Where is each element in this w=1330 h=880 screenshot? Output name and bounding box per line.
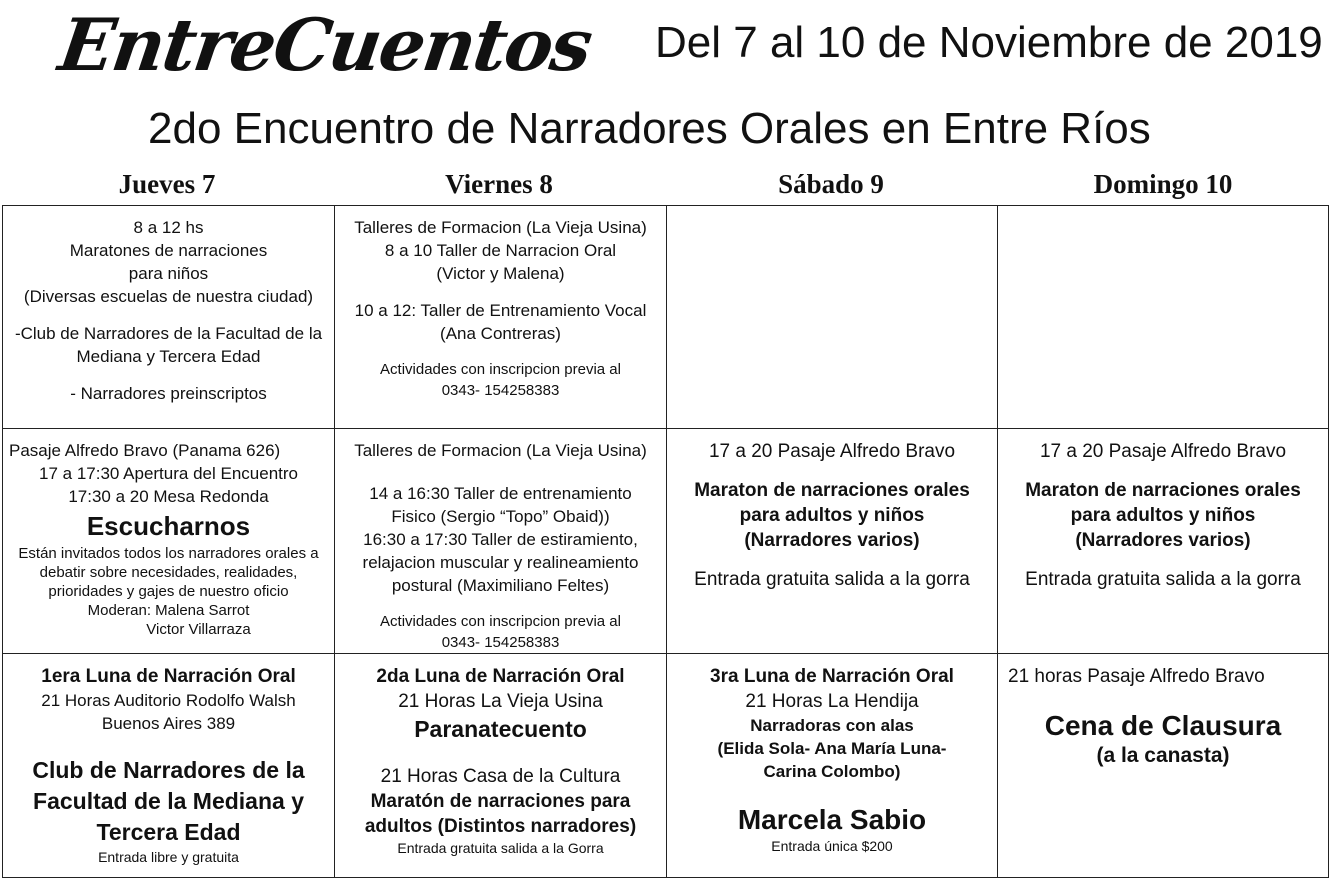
cell-line: 17:30 a 20 Mesa Redonda <box>68 487 269 506</box>
cell-line: 17 a 20 Pasaje Alfredo Bravo <box>1039 441 1287 462</box>
schedule-table <box>2 205 1329 878</box>
cell-line: 17 a 20 Pasaje Alfredo Bravo <box>708 441 956 462</box>
cell-line: (Elida Sola- Ana María Luna- <box>717 739 947 758</box>
cell-line: Paranatecuento <box>414 716 587 742</box>
cell-domingo-night <box>998 654 1329 878</box>
cell-line: postural (Maximiliano Feltes) <box>391 576 610 595</box>
cell-line: Victor Villarraza <box>146 621 251 638</box>
cell-line: Entrada única $200 <box>771 838 893 854</box>
event-dates: Del 7 al 10 de Noviembre de 2019 <box>655 18 1323 67</box>
cell-line: 17 a 17:30 Apertura del Encuentro <box>39 464 298 483</box>
day-header-domingo: Domingo 10 <box>1093 169 1233 199</box>
cell-jueves-night <box>3 654 335 878</box>
cell-viernes-afternoon <box>335 429 667 654</box>
cell-line: 1era Luna de Narración Oral <box>41 666 296 687</box>
day-header-jueves: Jueves 7 <box>118 169 216 199</box>
cell-line: 8 a 10 Taller de Narracion Oral <box>384 241 617 260</box>
cell-line: Maratón de narraciones para <box>370 791 631 812</box>
cell-line: (Diversas escuelas de nuestra ciudad) <box>23 287 314 306</box>
cell-line: (Narradores varios) <box>1075 530 1251 551</box>
cell-line: Buenos Aires 389 <box>101 714 236 733</box>
cell-line: Mediana y Tercera Edad <box>76 347 261 366</box>
day-header-sabado: Sábado 9 <box>778 169 884 199</box>
cell-sabado-afternoon <box>667 429 998 654</box>
cell-line: Pasaje Alfredo Bravo (Panama 626) <box>9 441 281 460</box>
cell-line: (Victor y Malena) <box>436 264 565 283</box>
table-row-afternoon <box>3 429 1329 654</box>
cell-line: Talleres de Formacion (La Vieja Usina) <box>354 441 647 460</box>
cell-line: prioridades y gajes de nuestro oficio <box>48 583 289 600</box>
cell-line: Cena de Clausura <box>1044 710 1282 741</box>
cell-jueves-morning <box>3 206 335 429</box>
cell-line: 2da Luna de Narración Oral <box>376 666 625 687</box>
cell-line: 3ra Luna de Narración Oral <box>710 666 954 687</box>
event-logo: EntreCuentos <box>54 2 596 87</box>
cell-line: Narradoras con alas <box>750 716 914 735</box>
cell-line: Entrada libre y gratuita <box>98 849 239 865</box>
round-table-title: Escucharnos <box>86 511 251 541</box>
cell-line: 14 a 16:30 Taller de entrenamiento <box>369 484 632 503</box>
cell-jueves-afternoon <box>3 429 335 654</box>
cell-line: 0343- 154258383 <box>441 382 560 399</box>
event-subtitle: 2do Encuentro de Narradores Orales en Entre Ríos <box>148 104 1151 153</box>
cell-sabado-night <box>667 654 998 878</box>
cell-line: (Narradores varios) <box>744 530 920 551</box>
table-row-night <box>3 654 1329 878</box>
cell-line: Están invitados todos los narradores orales a <box>18 545 319 562</box>
cell-line: Facultad de la Mediana y <box>33 788 304 814</box>
cell-line: Carina Colombo) <box>763 762 901 781</box>
cell-line: (a la canasta) <box>1096 744 1230 767</box>
cell-line: Entrada gratuita salida a la gorra <box>694 569 970 590</box>
cell-line: -Club de Narradores de la Facultad de la <box>14 324 323 343</box>
cell-line: Fisico (Sergio “Topo” Obaid)) <box>391 507 610 526</box>
cell-line: adultos (Distintos narradores) <box>364 816 637 837</box>
cell-line: Tercera Edad <box>96 819 241 845</box>
table-row-morning <box>3 206 1329 429</box>
cell-line: para niños <box>128 264 209 283</box>
cell-line: - Narradores preinscriptos <box>70 384 267 403</box>
cell-line: Talleres de Formacion (La Vieja Usina) <box>354 218 647 237</box>
cell-line: para adultos y niños <box>1070 505 1256 526</box>
cell-viernes-night <box>335 654 667 878</box>
cell-line: Maratones de narraciones <box>69 241 268 260</box>
cell-line: Actividades con inscripcion previa al <box>380 361 621 378</box>
cell-line: debatir sobre necesidades, realidades, <box>39 564 298 581</box>
cell-line: 0343- 154258383 <box>441 634 560 651</box>
cell-line: 21 horas Pasaje Alfredo Bravo <box>1008 666 1265 687</box>
cell-domingo-morning <box>998 206 1329 429</box>
cell-line: relajacion muscular y realineamiento <box>362 553 639 572</box>
cell-line: 21 Horas Casa de la Cultura <box>380 766 621 787</box>
cell-line: Entrada gratuita salida a la gorra <box>1025 569 1301 590</box>
cell-line: Maraton de narraciones orales <box>1025 480 1301 501</box>
cell-line: (Ana Contreras) <box>440 324 561 343</box>
cell-line: 10 a 12: Taller de Entrenamiento Vocal <box>354 301 647 320</box>
cell-line: 16:30 a 17:30 Taller de estiramiento, <box>363 530 638 549</box>
day-header-viernes: Viernes 8 <box>445 169 553 199</box>
cell-line: 21 Horas La Vieja Usina <box>398 691 603 712</box>
cell-line: 8 a 12 hs <box>133 218 204 237</box>
cell-line: 21 Horas La Hendija <box>745 691 919 712</box>
cell-line: Entrada gratuita salida a la Gorra <box>397 840 604 856</box>
cell-viernes-morning <box>335 206 667 429</box>
cell-sabado-morning <box>667 206 998 429</box>
cell-domingo-afternoon <box>998 429 1329 654</box>
cell-line: 21 Horas Auditorio Rodolfo Walsh <box>41 691 296 710</box>
cell-line: Moderan: Malena Sarrot <box>87 602 250 619</box>
cell-line: para adultos y niños <box>739 505 925 526</box>
cell-line: Marcela Sabio <box>737 804 927 835</box>
cell-line: Actividades con inscripcion previa al <box>380 613 621 630</box>
cell-line: Club de Narradores de la <box>32 757 305 783</box>
cell-line: Maraton de narraciones orales <box>694 480 970 501</box>
